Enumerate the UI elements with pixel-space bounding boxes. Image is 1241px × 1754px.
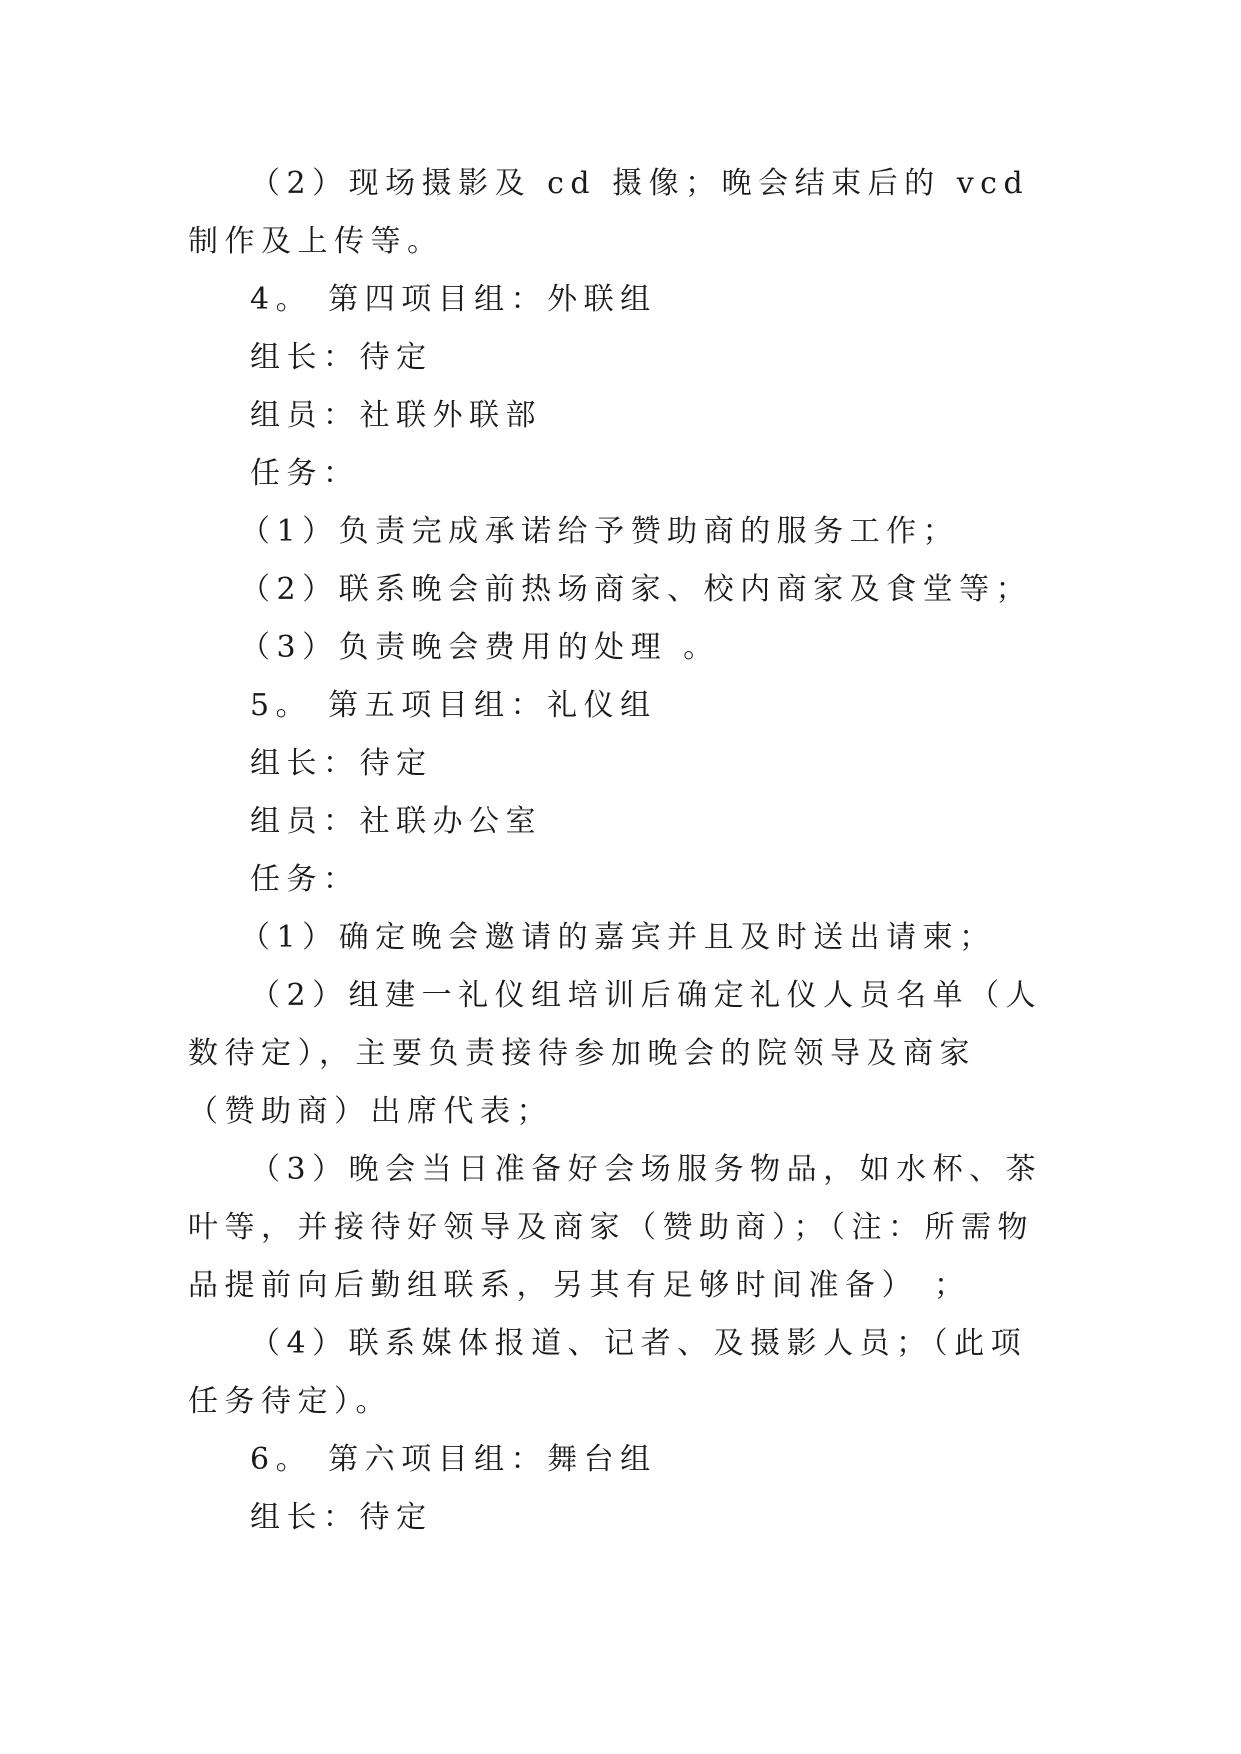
tasks-label: 任务： [250,862,360,897]
group-members-line: 组员：社联外联部 [250,398,542,433]
document-body [188,155,1048,1547]
group-leader-line: 组长：待定 [250,340,433,375]
task-item: （2）组建一礼仪组培训后确定礼仪人员名单（人数待定），主要负责接待参加晚会的院领导及商家（赞助商）出席代表； [188,978,1043,1129]
section-heading-5: 5。 第五项目组：礼仪组 [250,688,657,723]
group-members-line: 组员：社联办公室 [250,804,542,839]
section-heading-6: 6。 第六项目组：舞台组 [250,1442,657,1477]
task-item: （1）负责完成承诺给予赞助商的服务工作； [240,514,960,549]
paragraph-1: （2）现场摄影及 cd 摄像；晚会结束后的 vcd 制作及上传等。 [188,166,1030,259]
task-item: （2）联系晚会前热场商家、校内商家及食堂等； [240,572,1033,607]
task-item: （4）联系媒体报道、记者、及摄影人员；（此项任务待定）。 [188,1326,1028,1419]
group-leader-line: 组长：待定 [250,746,433,781]
section-heading-4: 4。 第四项目组：外联组 [250,282,657,317]
tasks-label: 任务： [250,456,360,491]
group-leader-line: 组长：待定 [250,1500,433,1535]
task-item: （1）确定晚会邀请的嘉宾并且及时送出请柬； [240,920,996,955]
task-item: （3）负责晚会费用的处理 。 [240,630,720,665]
task-item: （3）晚会当日准备好会场服务物品，如水杯、茶叶等，并接待好领导及商家（赞助商）；（注：所需物品提前向后勤组联系，另其有足够时间准备） ； [188,1152,1043,1303]
